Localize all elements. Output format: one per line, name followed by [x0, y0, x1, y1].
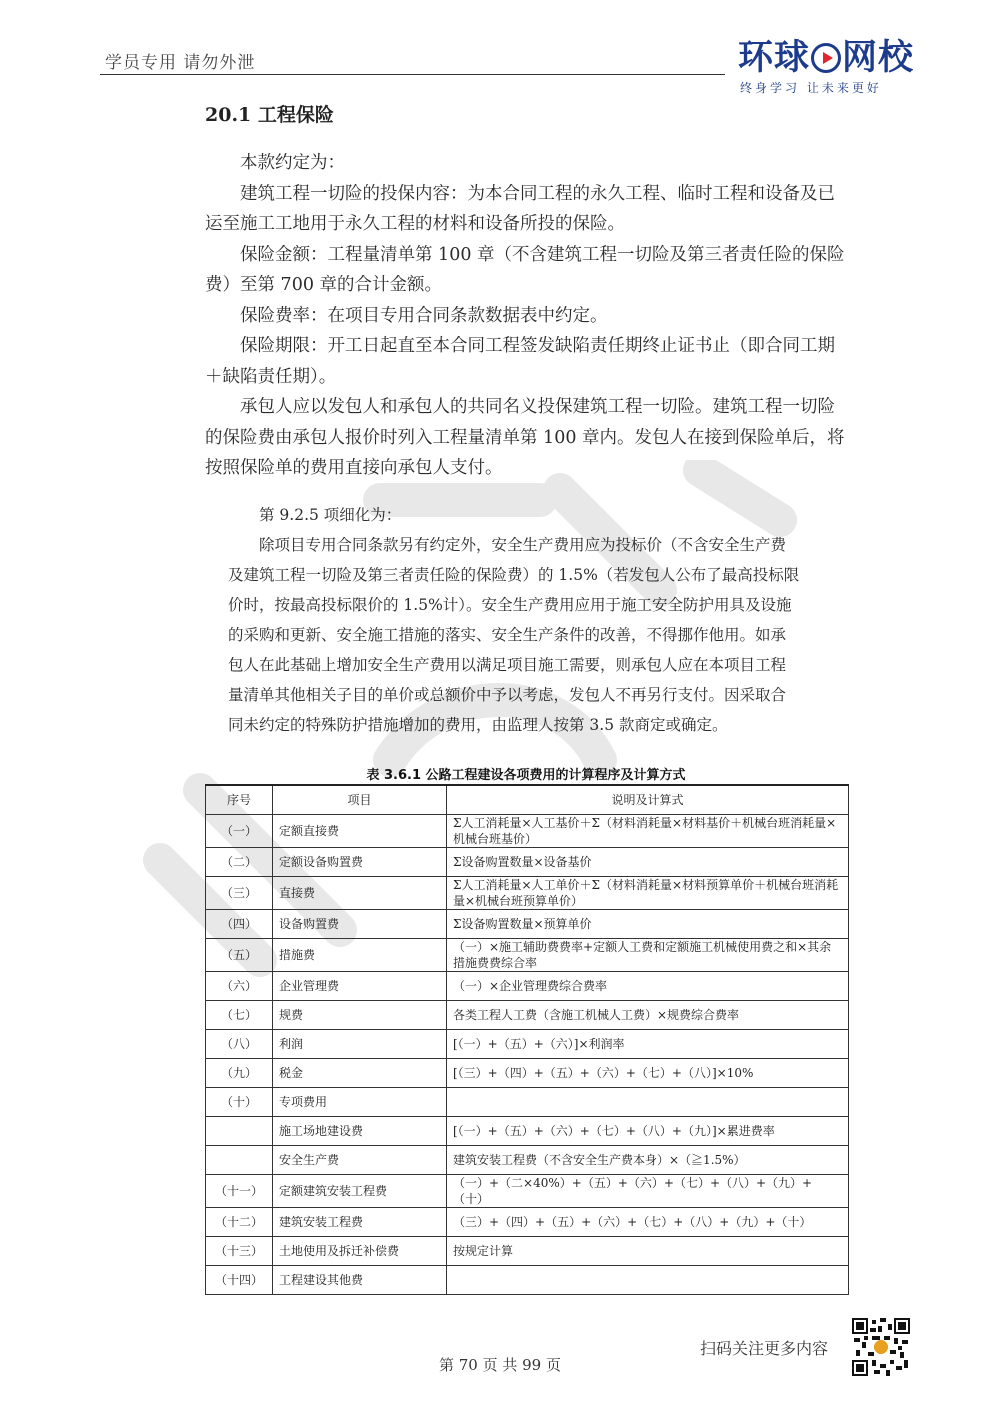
- row-formula-cell: Σ设备购置数量×设备基价: [447, 848, 849, 877]
- row-index-cell: （三）: [206, 877, 273, 910]
- table-row: [206, 815, 849, 848]
- row-formula-cell: （一）×企业管理费综合费率: [447, 972, 849, 1001]
- clause-line: 本款约定为：: [240, 153, 345, 173]
- clause-line: 承包人应以发包人和承包人的共同名义投保建筑工程一切险。建筑工程一切险: [240, 397, 835, 417]
- table-row: [206, 1266, 849, 1295]
- row-item-cell: 利润: [273, 1030, 447, 1059]
- clause-line: 保险金额：工程量清单第 100 章（不含建筑工程一切险及第三者责任险的保险: [240, 244, 845, 265]
- row-index-cell: （一）: [206, 815, 273, 848]
- row-item-cell: 安全生产费: [273, 1146, 447, 1175]
- clause-line: 及建筑工程一切险及第三者责任险的保险费）的 1.5%（若发包人公布了最高投标限: [228, 566, 800, 584]
- row-index-cell: （九）: [206, 1059, 273, 1088]
- row-formula-cell: Σ设备购置数量×预算单价: [447, 910, 849, 939]
- row-index-cell: （十一）: [206, 1175, 273, 1208]
- clause-line: 同未约定的特殊防护措施增加的费用，由监理人按第 3.5 款商定或确定。: [228, 716, 728, 734]
- table-row: [206, 1146, 849, 1175]
- table-row: [206, 1001, 849, 1030]
- clause-line: 包人在此基础上增加安全生产费用以满足项目施工需要，则承包人应在本项目工程: [228, 656, 787, 674]
- clause-line: 按照保险单的费用直接向承包人支付。: [205, 458, 503, 478]
- table-row: [206, 1059, 849, 1088]
- row-index-cell: （十）: [206, 1088, 273, 1117]
- table-row: [206, 1237, 849, 1266]
- row-formula-cell: [447, 1088, 849, 1117]
- table-header-row: [206, 785, 849, 815]
- row-formula-cell: [（一）+（五）+（六）]×利润率: [447, 1030, 849, 1059]
- logo-text-part2: 网校: [842, 38, 915, 78]
- row-item-cell: 土地使用及拆迁补偿费: [273, 1237, 447, 1266]
- row-index-cell: （十三）: [206, 1237, 273, 1266]
- row-formula-cell: 按规定计算: [447, 1237, 849, 1266]
- row-index-cell: （六）: [206, 972, 273, 1001]
- fee-calculation-table: [205, 784, 849, 1295]
- row-index-cell: （二）: [206, 848, 273, 877]
- table-row: [206, 1030, 849, 1059]
- safety-fee-clause: [228, 500, 828, 740]
- row-formula-cell: Σ人工消耗量×人工单价＋Σ（材料消耗量×材料预算单价＋机械台班消耗量×机械台班预算单价）: [447, 877, 849, 910]
- brand-logo: [738, 38, 918, 100]
- clause-line: 保险期限：开工日起直至本合同工程签发缺陷责任期终止证书止（即合同工期: [240, 336, 835, 356]
- row-item-cell: 工程建设其他费: [273, 1266, 447, 1295]
- row-item-cell: 定额设备购置费: [273, 848, 447, 877]
- section-title: 20.1 工程保险: [205, 104, 334, 126]
- row-item-cell: 建筑安装工程费: [273, 1208, 447, 1237]
- table-row: [206, 1175, 849, 1208]
- header-rule: [100, 74, 725, 75]
- clause-line: 价时，按最高投标限价的 1.5%计）。安全生产费用应用于施工安全防护用具及设施: [228, 596, 792, 614]
- table-row: [206, 972, 849, 1001]
- row-formula-cell: （一）×施工辅助费费率+定额人工费和定额施工机械使用费之和×其余措施费费综合率: [447, 939, 849, 972]
- header-cell-index: 序号: [206, 785, 273, 815]
- row-item-cell: 直接费: [273, 877, 447, 910]
- table-caption: 表 3.6.1 公路工程建设各项费用的计算程序及计算方式: [366, 768, 686, 783]
- row-item-cell: 规费: [273, 1001, 447, 1030]
- clause-line: 费）至第 700 章的合计金额。: [205, 275, 443, 295]
- row-formula-cell: （一）+（二×40%）+（五）+（六）+（七）+（八）+（九）+（十）: [447, 1175, 849, 1208]
- row-index-cell: （七）: [206, 1001, 273, 1030]
- row-index-cell: （十四）: [206, 1266, 273, 1295]
- header-cell-item: 项目: [273, 785, 447, 815]
- row-formula-cell: （三）+（四）+（五）+（六）+（七）+（八）+（九）+（十）: [447, 1208, 849, 1237]
- clause-line: ＋缺陷责任期）。: [205, 366, 337, 387]
- table-row: [206, 848, 849, 877]
- table-row: [206, 910, 849, 939]
- clause-line: 运至施工工地用于永久工程的材料和设备所投的保险。: [205, 214, 625, 234]
- row-formula-cell: Σ人工消耗量×人工基价＋Σ（材料消耗量×材料基价＋机械台班消耗量×机械台班基价）: [447, 815, 849, 848]
- row-item-cell: 企业管理费: [273, 972, 447, 1001]
- logo-slogan: 终身学习 让未来更好: [740, 81, 882, 95]
- clause-line: 量清单其他相关子目的单价或总额价中予以考虑，发包人不再另行支付。因采取合: [228, 686, 787, 704]
- row-item-cell: 措施费: [273, 939, 447, 972]
- table-row: [206, 1208, 849, 1237]
- table-row: [206, 877, 849, 910]
- clause-line: 除项目专用合同条款另有约定外，安全生产费用应为投标价（不含安全生产费: [259, 536, 787, 554]
- insurance-clause: [205, 148, 860, 484]
- header-cell-formula: 说明及计算式: [447, 785, 849, 815]
- clause-line: 第 9.2.5 项细化为：: [259, 506, 402, 524]
- scan-prompt: 扫码关注更多内容: [700, 1339, 829, 1358]
- row-item-cell: 定额直接费: [273, 815, 447, 848]
- row-formula-cell: 各类工程人工费（含施工机械人工费）×规费综合费率: [447, 1001, 849, 1030]
- row-item-cell: 设备购置费: [273, 910, 447, 939]
- row-index-cell: （十二）: [206, 1208, 273, 1237]
- table-row: [206, 1117, 849, 1146]
- clause-line: 建筑工程一切险的投保内容：为本合同工程的永久工程、临时工程和设备及已: [240, 183, 835, 204]
- logo-text-part1: 环球: [738, 38, 811, 78]
- row-item-cell: 专项费用: [273, 1088, 447, 1117]
- clause-line: 的保险费由承包人报价时列入工程量清单第 100 章内。发包人在接到保险单后，将: [205, 427, 845, 448]
- row-item-cell: 定额建筑安装工程费: [273, 1175, 447, 1208]
- row-formula-cell: [447, 1266, 849, 1295]
- clause-line: 保险费率：在项目专用合同条款数据表中约定。: [240, 305, 608, 326]
- page-number: 第 70 页 共 99 页: [438, 1356, 561, 1374]
- row-item-cell: 施工场地建设费: [273, 1117, 447, 1146]
- row-index-cell: [206, 1117, 273, 1146]
- row-index-cell: （四）: [206, 910, 273, 939]
- row-index-cell: （八）: [206, 1030, 273, 1059]
- header-confidential-note: 学员专用 请勿外泄: [105, 53, 256, 73]
- table-row: [206, 939, 849, 972]
- row-formula-cell: [（三）+（四）+（五）+（六）+（七）+（八）]×10%: [447, 1059, 849, 1088]
- row-item-cell: 税金: [273, 1059, 447, 1088]
- clause-line: 的采购和更新、安全施工措施的落实、安全生产条件的改善，不得挪作他用。如承: [228, 626, 787, 644]
- table-row: [206, 1088, 849, 1117]
- row-formula-cell: 建筑安装工程费（不含安全生产费本身）×（≧1.5%）: [447, 1146, 849, 1175]
- row-formula-cell: [（一）+（五）+（六）+（七）+（八）+（九）]×累进费率: [447, 1117, 849, 1146]
- row-index-cell: （五）: [206, 939, 273, 972]
- row-index-cell: [206, 1146, 273, 1175]
- play-icon: [811, 43, 841, 73]
